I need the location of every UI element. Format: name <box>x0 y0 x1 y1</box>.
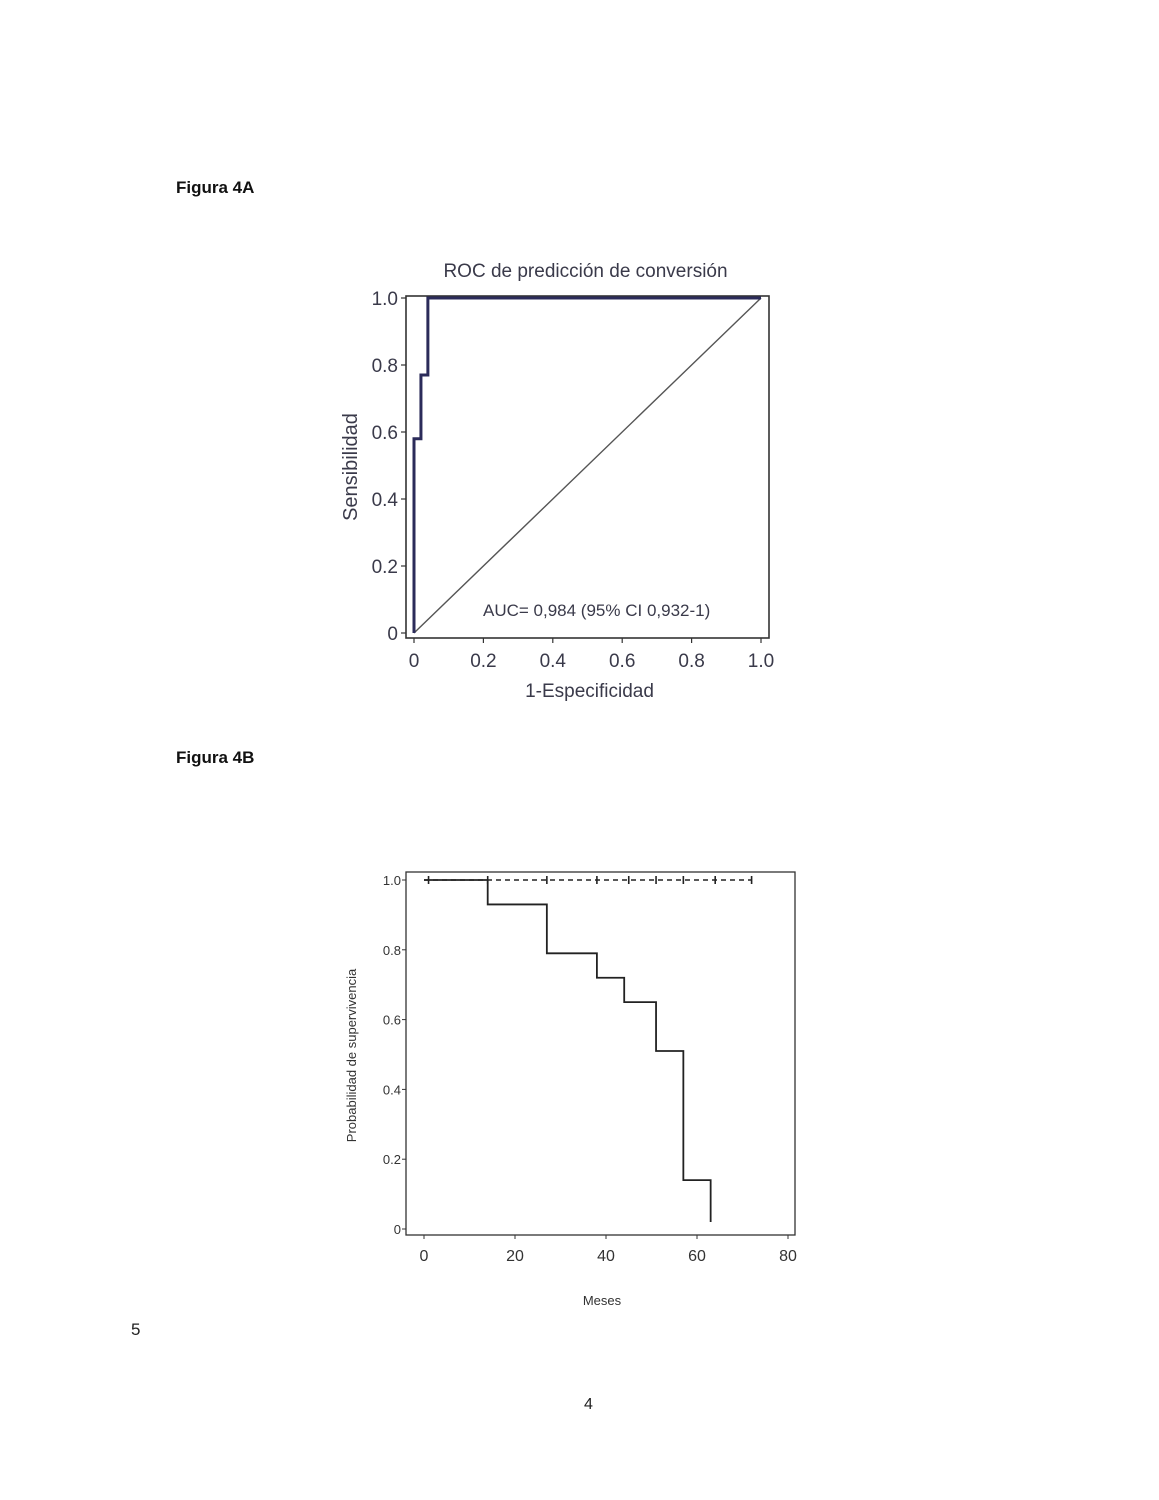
km-chart <box>344 872 797 1308</box>
km-y-tick-label: 0.8 <box>382 942 401 958</box>
roc-y-tick-label: 1.0 <box>371 289 398 310</box>
roc-x-tick-label: 0.4 <box>539 651 567 672</box>
roc-x-tick-label: 0 <box>408 651 420 672</box>
km-x-tick-label: 80 <box>779 1248 797 1265</box>
roc-x-tick-label: 0.8 <box>678 651 705 672</box>
km-y-axis-label: Probabilidad de supervivencia <box>344 968 359 1143</box>
roc-diagonal-reference-line <box>414 298 761 633</box>
roc-y-tick-label: 0.8 <box>371 356 398 377</box>
page-number: 4 <box>584 1396 593 1413</box>
roc-y-axis-label: Sensibilidad <box>340 413 362 521</box>
km-survival-curve <box>424 880 711 1222</box>
km-y-tick-label: 0.2 <box>382 1152 401 1168</box>
km-y-tick-label: 0.4 <box>382 1082 401 1098</box>
line-number: 5 <box>131 1320 141 1339</box>
km-y-tick-label: 0.6 <box>382 1012 401 1028</box>
roc-y-tick-label: 0.6 <box>371 423 398 444</box>
roc-x-tick-label: 0.2 <box>470 651 497 672</box>
roc-y-tick-label: 0.2 <box>371 557 398 578</box>
km-x-tick-label: 40 <box>597 1248 615 1265</box>
km-x-tick-label: 60 <box>688 1248 706 1265</box>
figure-a-label: Figura 4A <box>176 178 255 197</box>
km-x-tick-label: 20 <box>506 1248 524 1265</box>
roc-chart <box>340 261 774 702</box>
roc-x-axis-label: 1-Especificidad <box>525 681 654 702</box>
km-y-tick-label: 1.0 <box>382 873 401 888</box>
roc-x-tick-label: 0.6 <box>608 651 636 672</box>
roc-x-tick-label: 1.0 <box>747 651 775 672</box>
km-plot-frame <box>406 872 795 1235</box>
roc-y-tick-label: 0.4 <box>371 490 398 511</box>
km-x-axis-label: Meses <box>582 1293 622 1308</box>
km-x-tick-label: 0 <box>419 1248 429 1265</box>
roc-title: ROC de predicción de conversión <box>443 261 728 282</box>
figure-b-label: Figura 4B <box>176 748 255 767</box>
roc-auc-annotation: AUC= 0,984 (95% CI 0,932-1) <box>483 601 711 620</box>
roc-plot-frame <box>406 296 769 638</box>
roc-y-tick-label: 0 <box>387 624 398 645</box>
km-y-tick-label: 0 <box>393 1222 401 1237</box>
